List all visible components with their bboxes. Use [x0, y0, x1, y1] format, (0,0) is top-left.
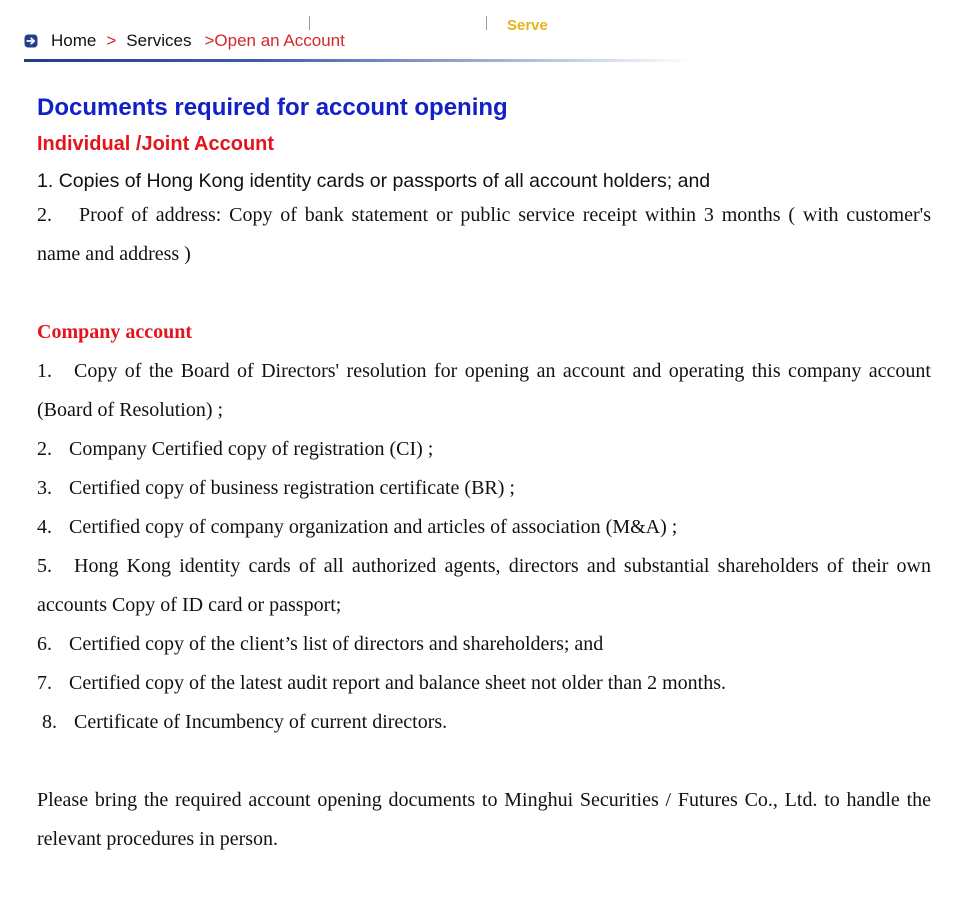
item-text: Certified copy of company organization and articles of association (M&A) ; [69, 516, 678, 538]
company-item-6 [37, 625, 931, 664]
item-number: 2. [37, 438, 52, 460]
header-divider [24, 59, 694, 62]
breadcrumb-home-link[interactable]: Home [51, 31, 97, 50]
item-number: 6. [37, 633, 52, 655]
breadcrumb-current-page: >Open an Account [204, 31, 345, 50]
item-text: Certified copy of business registration certificate (BR) ; [69, 477, 515, 499]
item-text: Copy of the Board of Directors' resolution for opening an account and operating this company account (Board of Resolution) ; [37, 360, 931, 421]
spacer [37, 274, 931, 313]
company-item-5 [37, 547, 931, 625]
page-title: Documents required for account opening [37, 94, 508, 121]
item-text: Hong Kong identity cards of all authorized agents, directors and substantial shareholders of their own accounts Copy of ID card or passport; [37, 555, 931, 616]
company-item-8 [37, 703, 931, 742]
item-number: 5. [37, 555, 52, 577]
main-content [37, 92, 931, 859]
company-item-7 [37, 664, 931, 703]
item-text: Certified copy of the latest audit report and balance sheet not older than 2 months. [69, 672, 727, 694]
top-divider [309, 16, 310, 30]
item-number: 7. [37, 672, 52, 694]
serve-link[interactable]: Serve [507, 17, 548, 34]
item-text: Copies of Hong Kong identity cards or passports of all account holders; and [58, 170, 711, 192]
item-number: 1. [37, 170, 54, 192]
individual-item-2 [37, 196, 931, 274]
individual-item-1 [37, 167, 931, 196]
item-number: 4. [37, 516, 52, 538]
company-item-4 [37, 508, 931, 547]
individual-account-heading: Individual /Joint Account [37, 133, 275, 155]
item-text: Certified copy of the client’s list of directors and shareholders; and [69, 633, 604, 655]
item-text: Proof of address: Copy of bank statement or public service receipt within 3 months ( with customer's name and address ) [37, 204, 931, 265]
top-divider [486, 16, 487, 30]
company-item-3 [37, 469, 931, 508]
spacer [37, 742, 931, 781]
breadcrumb-separator: > [106, 31, 117, 50]
company-item-1 [37, 352, 931, 430]
item-number: 3. [37, 477, 52, 499]
arrow-right-circle-icon [24, 34, 38, 48]
item-number: 2. [37, 204, 52, 226]
company-item-2 [37, 430, 931, 469]
closing-note: Please bring the required account opening documents to Minghui Securities / Futures Co., Ltd. to handle the relevant procedures in person. [37, 789, 931, 850]
item-text: Company Certified copy of registration (CI) ; [69, 438, 434, 460]
item-text: Certificate of Incumbency of current directors. [74, 711, 448, 733]
item-number: 1. [37, 360, 52, 382]
breadcrumb [24, 29, 345, 53]
item-number: 8. [42, 711, 57, 733]
company-account-heading: Company account [37, 321, 193, 343]
breadcrumb-services-link[interactable]: Services [126, 31, 192, 50]
